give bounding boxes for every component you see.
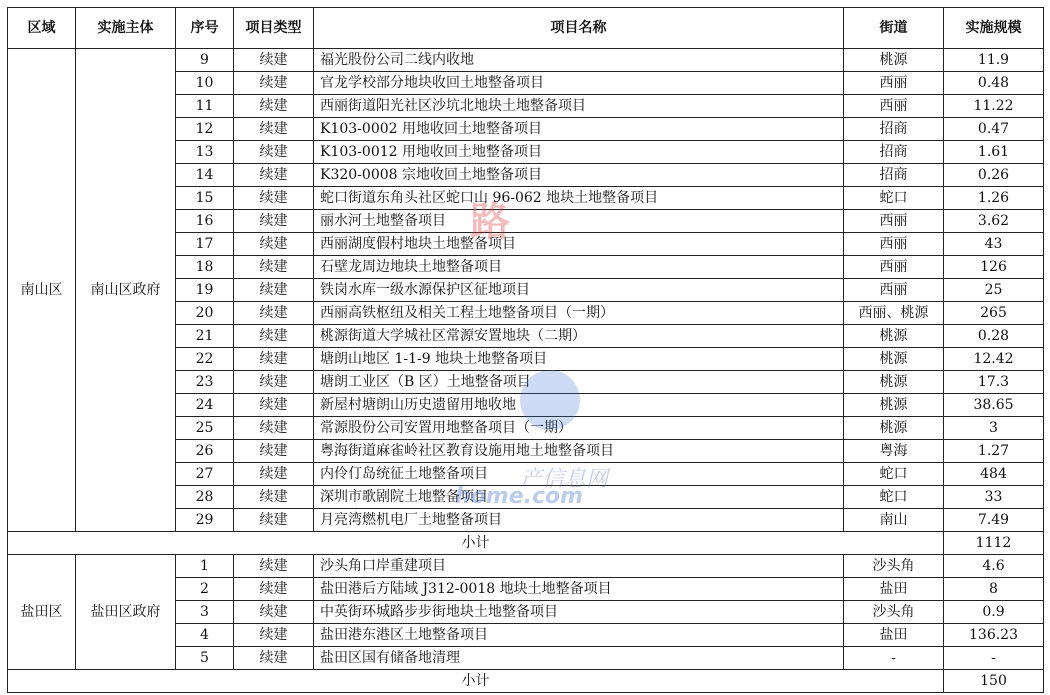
type-cell: 续建 <box>234 440 314 463</box>
street-cell: 西丽、桃源 <box>844 302 944 325</box>
street-cell: 蛇口 <box>844 486 944 509</box>
subtotal-label: 小计 <box>8 532 944 555</box>
type-cell: 续建 <box>234 325 314 348</box>
number-cell: 26 <box>176 440 234 463</box>
number-cell: 24 <box>176 394 234 417</box>
type-cell: 续建 <box>234 302 314 325</box>
street-cell: 蛇口 <box>844 463 944 486</box>
street-cell: 蛇口 <box>844 187 944 210</box>
scale-cell: 33 <box>944 486 1044 509</box>
header-row <box>8 8 1044 49</box>
land-consolidation-table <box>7 7 1044 693</box>
number-cell: 23 <box>176 371 234 394</box>
street-cell: 桃源 <box>844 417 944 440</box>
region-cell: 南山区 <box>8 49 76 532</box>
scale-cell: 1.61 <box>944 141 1044 164</box>
watermark-logo: 路 <box>470 199 510 245</box>
street-cell: 桃源 <box>844 394 944 417</box>
street-cell: 西丽 <box>844 95 944 118</box>
project-name-cell: K103-0002 用地收回土地整备项目 <box>314 118 844 141</box>
street-cell: 粤海 <box>844 440 944 463</box>
header-type: 项目类型 <box>234 8 314 49</box>
type-cell: 续建 <box>234 601 314 624</box>
scale-cell: 25 <box>944 279 1044 302</box>
type-cell: 续建 <box>234 509 314 532</box>
type-cell: 续建 <box>234 118 314 141</box>
subtotal-row <box>8 532 1044 555</box>
street-cell: 桃源 <box>844 325 944 348</box>
scale-cell: 1.27 <box>944 440 1044 463</box>
scale-cell: 3 <box>944 417 1044 440</box>
header-subject: 实施主体 <box>76 8 176 49</box>
scale-cell: - <box>944 647 1044 670</box>
header-street: 街道 <box>844 8 944 49</box>
street-cell: 西丽 <box>844 279 944 302</box>
project-name-cell: 盐田港后方陆域 J312-0018 地块土地整备项目 <box>314 578 844 601</box>
project-name-cell: 深圳市歌剧院土地整备项目 <box>314 486 844 509</box>
number-cell: 16 <box>176 210 234 233</box>
scale-cell: 484 <box>944 463 1044 486</box>
project-name-cell: 月亮湾燃机电厂土地整备项目 <box>314 509 844 532</box>
type-cell: 续建 <box>234 279 314 302</box>
project-name-cell: 西丽街道阳光社区沙坑北地块土地整备项目 <box>314 95 844 118</box>
subtotal-value: 150 <box>944 670 1044 693</box>
street-cell: 南山 <box>844 509 944 532</box>
street-cell: 沙头角 <box>844 601 944 624</box>
scale-cell: 11.22 <box>944 95 1044 118</box>
number-cell: 18 <box>176 256 234 279</box>
watermark-en-text: home.com <box>455 484 584 509</box>
type-cell: 续建 <box>234 256 314 279</box>
number-cell: 29 <box>176 509 234 532</box>
number-cell: 9 <box>176 49 234 72</box>
type-cell: 续建 <box>234 141 314 164</box>
number-cell: 10 <box>176 72 234 95</box>
street-cell: 招商 <box>844 141 944 164</box>
type-cell: 续建 <box>234 624 314 647</box>
subject-cell: 南山区政府 <box>76 49 176 532</box>
number-cell: 1 <box>176 555 234 578</box>
scale-cell: 11.9 <box>944 49 1044 72</box>
project-name-cell: 中英街环城路步步街地块土地整备项目 <box>314 601 844 624</box>
type-cell: 续建 <box>234 348 314 371</box>
scale-cell: 4.6 <box>944 555 1044 578</box>
number-cell: 4 <box>176 624 234 647</box>
project-name-cell: 常源股份公司安置用地整备项目（一期） <box>314 417 844 440</box>
project-name-cell: 盐田区国有储备地清理 <box>314 647 844 670</box>
street-cell: 招商 <box>844 118 944 141</box>
project-name-cell: 内伶仃岛统征土地整备项目 <box>314 463 844 486</box>
type-cell: 续建 <box>234 647 314 670</box>
scale-cell: 43 <box>944 233 1044 256</box>
type-cell: 续建 <box>234 394 314 417</box>
number-cell: 5 <box>176 647 234 670</box>
project-name-cell: 盐田港东港区土地整备项目 <box>314 624 844 647</box>
scale-cell: 126 <box>944 256 1044 279</box>
project-name-cell: 塘朗工业区（B 区）土地整备项目 <box>314 371 844 394</box>
scale-cell: 12.42 <box>944 348 1044 371</box>
type-cell: 续建 <box>234 463 314 486</box>
number-cell: 13 <box>176 141 234 164</box>
project-name-cell: 粤海街道麻雀岭社区教育设施用地土地整备项目 <box>314 440 844 463</box>
number-cell: 11 <box>176 95 234 118</box>
table-row <box>8 49 1044 72</box>
project-name-cell: K320-0008 宗地收回土地整备项目 <box>314 164 844 187</box>
project-name-cell: 塘朗山地区 1-1-9 地块土地整备项目 <box>314 348 844 371</box>
scale-cell: 0.26 <box>944 164 1044 187</box>
street-cell: 桃源 <box>844 348 944 371</box>
scale-cell: 8 <box>944 578 1044 601</box>
number-cell: 14 <box>176 164 234 187</box>
project-name-cell: 西丽湖度假村地块土地整备项目 <box>314 233 844 256</box>
project-name-cell: 官龙学校部分地块收回土地整备项目 <box>314 72 844 95</box>
subtotal-label: 小计 <box>8 670 944 693</box>
street-cell: 桃源 <box>844 371 944 394</box>
project-name-cell: 桃源街道大学城社区常源安置地块（二期） <box>314 325 844 348</box>
type-cell: 续建 <box>234 72 314 95</box>
scale-cell: 0.28 <box>944 325 1044 348</box>
subtotal-value: 1112 <box>944 532 1044 555</box>
project-name-cell: 石壁龙周边地块土地整备项目 <box>314 256 844 279</box>
street-cell: 西丽 <box>844 233 944 256</box>
number-cell: 22 <box>176 348 234 371</box>
number-cell: 3 <box>176 601 234 624</box>
header-number: 序号 <box>176 8 234 49</box>
number-cell: 15 <box>176 187 234 210</box>
project-name-cell: 福光股份公司二线内收地 <box>314 49 844 72</box>
number-cell: 27 <box>176 463 234 486</box>
project-name-cell: 新屋村塘朗山历史遗留用地收地 <box>314 394 844 417</box>
number-cell: 17 <box>176 233 234 256</box>
number-cell: 25 <box>176 417 234 440</box>
scale-cell: 0.9 <box>944 601 1044 624</box>
street-cell: 招商 <box>844 164 944 187</box>
project-name-cell: 铁岗水库一级水源保护区征地项目 <box>314 279 844 302</box>
subtotal-row <box>8 670 1044 693</box>
scale-cell: 265 <box>944 302 1044 325</box>
header-project-name: 项目名称 <box>314 8 844 49</box>
type-cell: 续建 <box>234 210 314 233</box>
type-cell: 续建 <box>234 95 314 118</box>
number-cell: 12 <box>176 118 234 141</box>
project-name-cell: 西丽高铁枢纽及相关工程土地整备项目（一期） <box>314 302 844 325</box>
table-body <box>8 49 1044 693</box>
street-cell: 盐田 <box>844 578 944 601</box>
type-cell: 续建 <box>234 164 314 187</box>
number-cell: 19 <box>176 279 234 302</box>
street-cell: - <box>844 647 944 670</box>
number-cell: 28 <box>176 486 234 509</box>
project-name-cell: 丽水河土地整备项目 <box>314 210 844 233</box>
header-region: 区域 <box>8 8 76 49</box>
project-name-cell: K103-0012 用地收回土地整备项目 <box>314 141 844 164</box>
scale-cell: 136.23 <box>944 624 1044 647</box>
type-cell: 续建 <box>234 49 314 72</box>
type-cell: 续建 <box>234 233 314 256</box>
number-cell: 21 <box>176 325 234 348</box>
scale-cell: 3.62 <box>944 210 1044 233</box>
street-cell: 盐田 <box>844 624 944 647</box>
scale-cell: 0.47 <box>944 118 1044 141</box>
type-cell: 续建 <box>234 371 314 394</box>
table-row <box>8 555 1044 578</box>
region-cell: 盐田区 <box>8 555 76 670</box>
header-scale: 实施规模 <box>944 8 1044 49</box>
scale-cell: 1.26 <box>944 187 1044 210</box>
watermark-cn-text: 产信息网 <box>520 467 609 492</box>
project-name-cell: 蛇口街道东角头社区蛇口山 96-062 地块土地整备项目 <box>314 187 844 210</box>
scale-cell: 38.65 <box>944 394 1044 417</box>
subject-cell: 盐田区政府 <box>76 555 176 670</box>
type-cell: 续建 <box>234 187 314 210</box>
street-cell: 沙头角 <box>844 555 944 578</box>
street-cell: 桃源 <box>844 49 944 72</box>
type-cell: 续建 <box>234 417 314 440</box>
number-cell: 2 <box>176 578 234 601</box>
number-cell: 20 <box>176 302 234 325</box>
type-cell: 续建 <box>234 486 314 509</box>
project-name-cell: 沙头角口岸重建项目 <box>314 555 844 578</box>
street-cell: 西丽 <box>844 256 944 279</box>
scale-cell: 7.49 <box>944 509 1044 532</box>
type-cell: 续建 <box>234 555 314 578</box>
street-cell: 西丽 <box>844 72 944 95</box>
type-cell: 续建 <box>234 578 314 601</box>
scale-cell: 0.48 <box>944 72 1044 95</box>
scale-cell: 17.3 <box>944 371 1044 394</box>
street-cell: 西丽 <box>844 210 944 233</box>
